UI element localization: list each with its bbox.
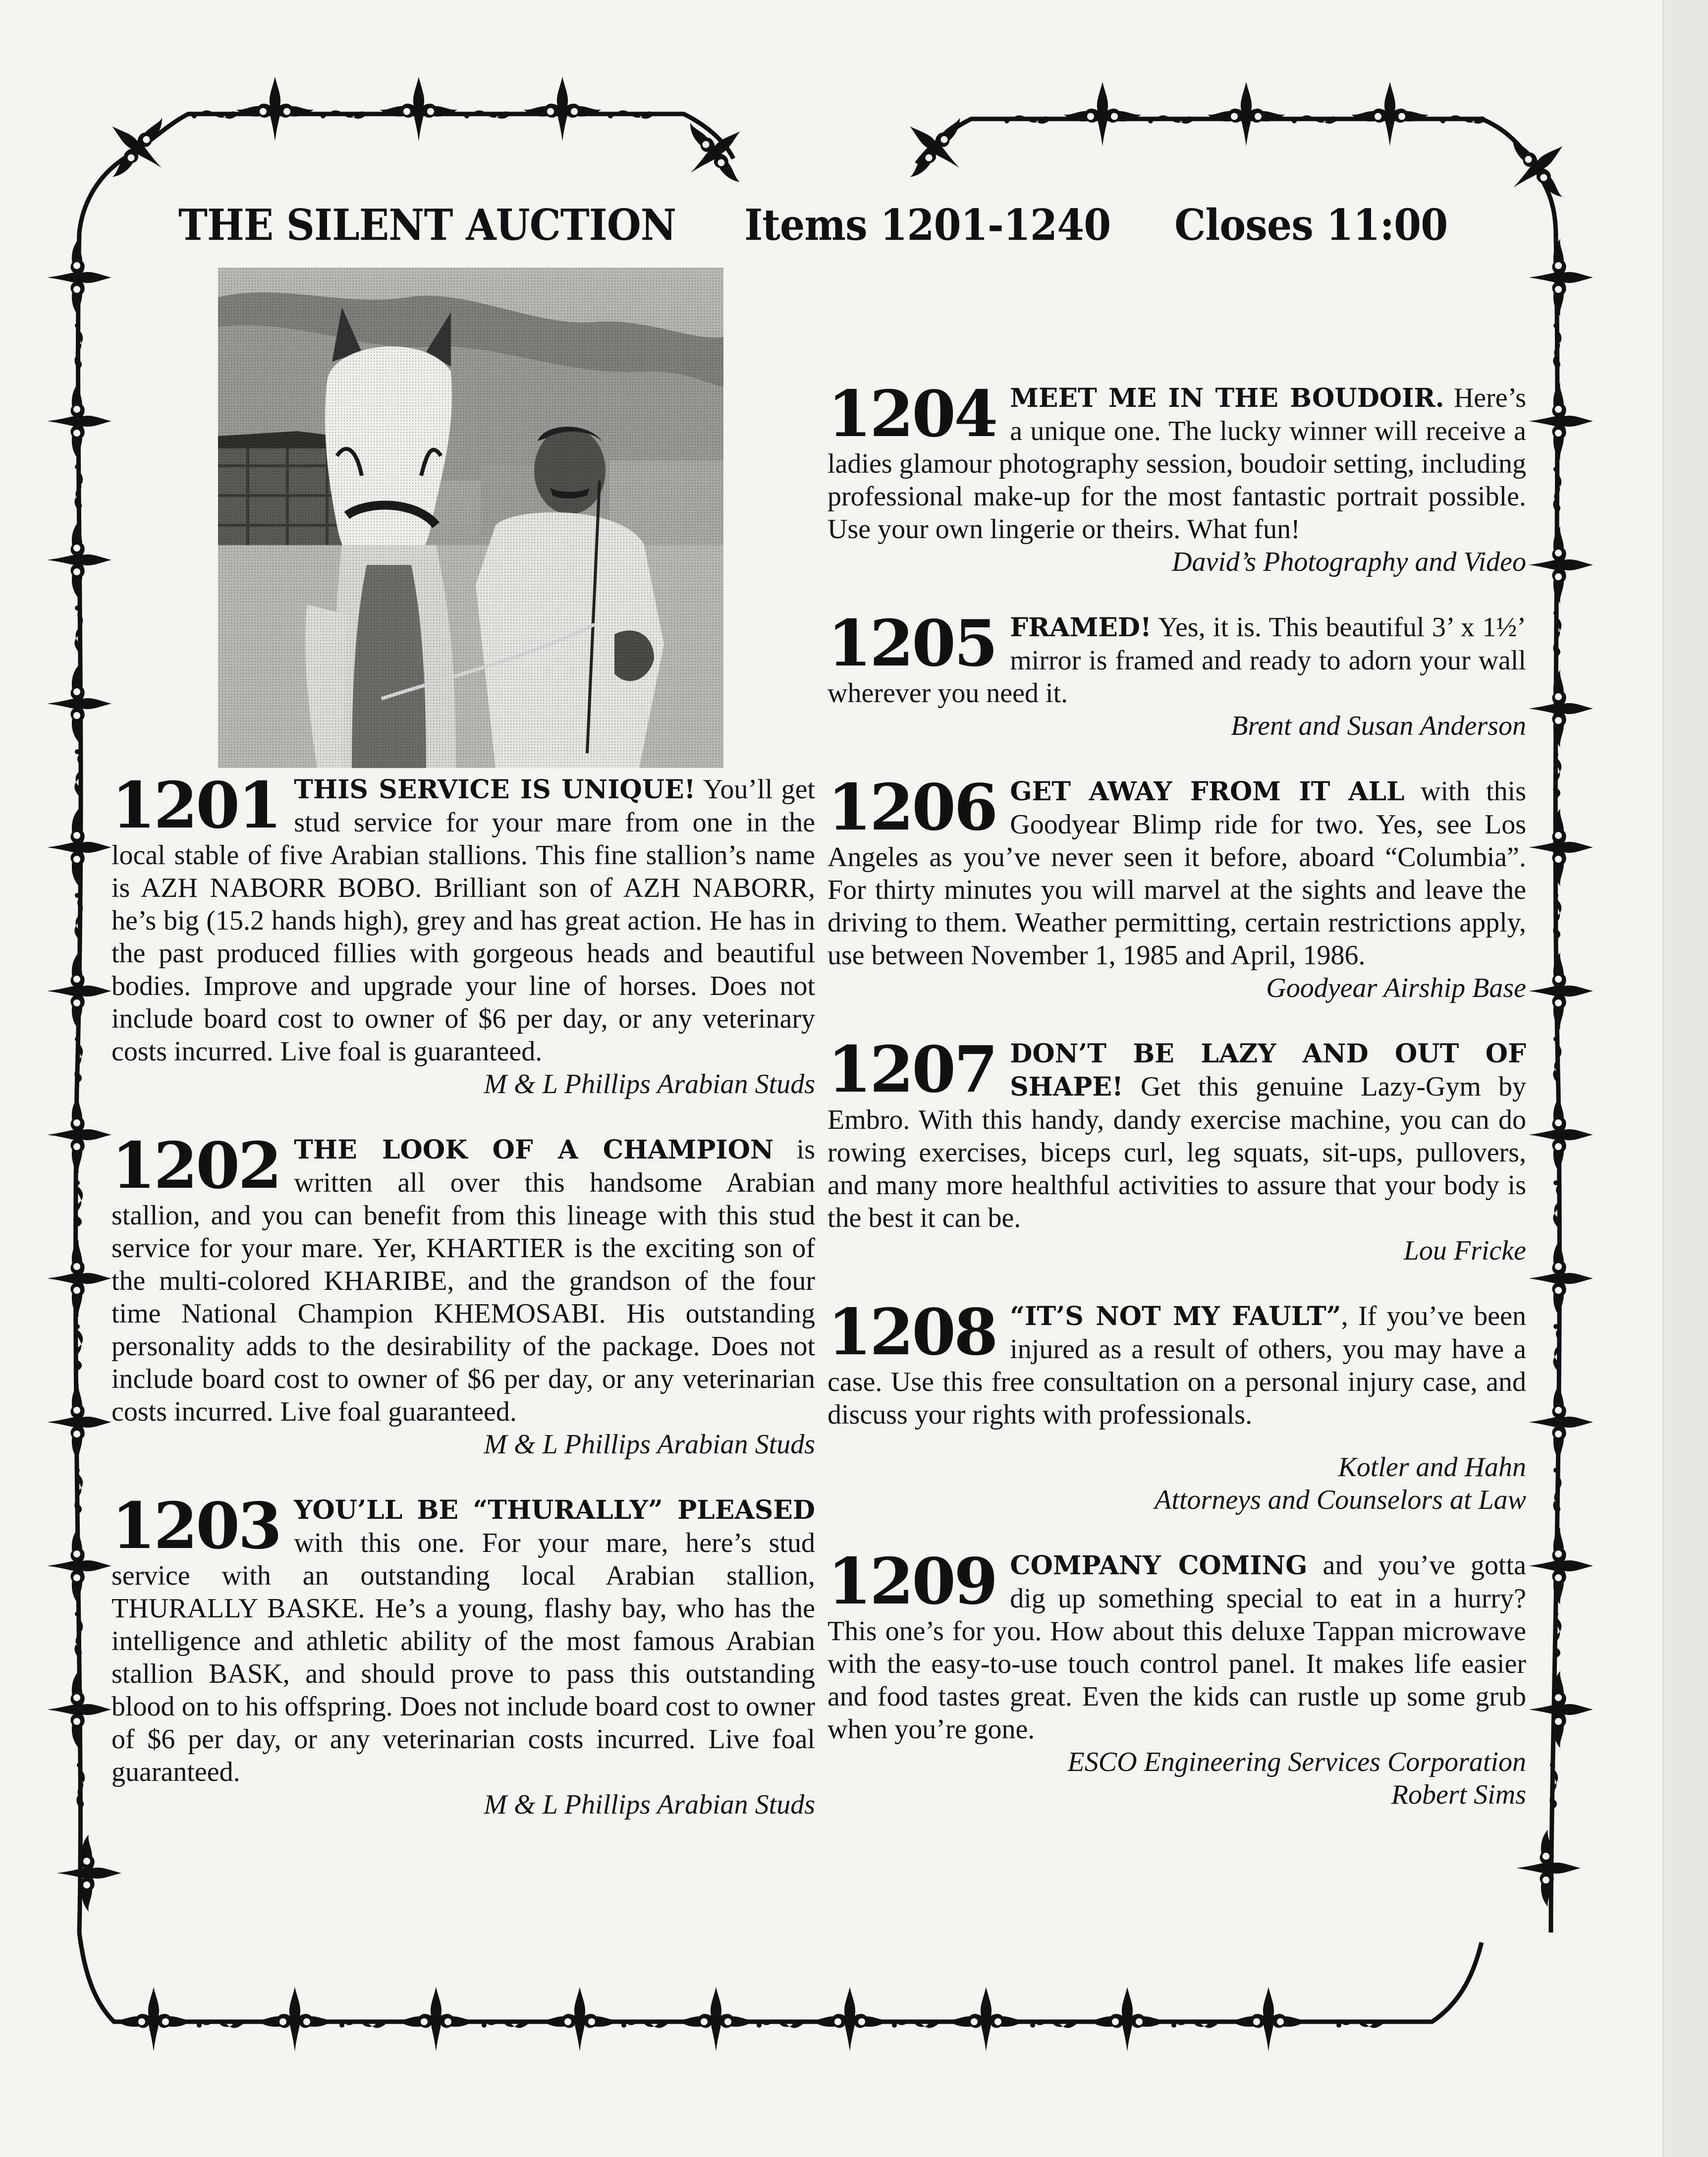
item-description: You’ll get stud service for your mare from one in the local stable of five Arabian stallions. This fine stallion’s name is AZH NABORR BOBO. Brilliant son of AZH NABORR, he’s big (15.2 hands high), grey and has great action. He has in the past produced fillies with gorgeous heads and beautiful bodies. Improve and upgrade your line of horses. Does not include board cost to owner of $6 per day, or any veterinary costs incurred. Live foal is guaranteed. <box>111 774 815 1067</box>
item-number: 1201 <box>111 769 280 843</box>
item-donor-contact: Robert Sims <box>1391 1779 1526 1810</box>
item-number: 1208 <box>827 1295 996 1370</box>
item-headline: THIS SERVICE IS UNIQUE! <box>294 774 696 805</box>
item-donor: David’s Photography and Video <box>1172 547 1526 577</box>
item-number: 1206 <box>827 771 996 845</box>
item-description: Here’s a unique one. The lucky winner will receive a ladies glamour photography session, boudoir setting, including professional make-up for the most fantastic portrait possible. Use your own lingerie or theirs. What fun! <box>827 383 1526 545</box>
item-donor: M & L Phillips Arabian Studs <box>484 1069 815 1100</box>
item-donor: Kotler and Hahn <box>1338 1452 1526 1483</box>
auction-title: THE SILENT AUCTION <box>178 200 676 250</box>
page-header <box>178 191 1448 250</box>
item-headline: FRAMED! <box>1010 612 1152 643</box>
item-number: 1207 <box>827 1033 996 1107</box>
item-number: 1202 <box>111 1129 280 1203</box>
auction-item-1202 <box>111 1129 815 1461</box>
border-left-vine <box>47 233 121 1933</box>
item-headline: GET AWAY FROM IT ALL <box>1010 776 1405 807</box>
item-headline: “IT’S NOT MY FAULT” <box>1010 1301 1341 1331</box>
item-description: Yes, it is. This beautiful 3’ x 1½’ mirror is framed and ready to adorn your wall wherever you need it. <box>827 612 1526 709</box>
item-number: 1205 <box>827 607 996 681</box>
item-donor-title: Attorneys and Counselors at Law <box>1155 1485 1526 1515</box>
closing-time: Closes 11:00 <box>1174 200 1448 250</box>
item-description: and you’ve gotta dig up something special to eat in a hurry? This one’s for you. How about this deluxe Tappan microwave with the easy-to-use touch control panel. It makes life easier and food tastes great. Even the kids can rustle up some grub when you’re gone. <box>827 1550 1526 1745</box>
auction-item-1209 <box>827 1545 1526 1811</box>
item-description: is written all over this handsome Arabian stallion, and you can benefit from this lineage with this stud service for your mare. Yer, KHARTIER is the exciting son of the multi-colored KHARIBE, and the grandson of the four time National Champion KHEMOSABI. His outstanding personality adds to the desirability of the package. Does not include board cost to owner of $6 per day, or any veterinarian costs incurred. Live foal guaranteed. <box>111 1134 815 1427</box>
border-right-vine <box>1516 238 1593 1933</box>
item-headline: THE LOOK OF A CHAMPION <box>294 1135 774 1165</box>
item-donor: M & L Phillips Arabian Studs <box>484 1789 815 1820</box>
item-description: , If you’ve been injured as a result of others, you may have a case. Use this free consultation on a personal injury case, and discuss your rights with professionals. <box>827 1301 1527 1430</box>
item-headline: MEET ME IN THE BOUDOIR. <box>1010 383 1444 413</box>
item-donor: Lou Fricke <box>1403 1235 1526 1266</box>
item-number: 1204 <box>827 377 996 451</box>
auction-item-1208 <box>827 1295 1527 1516</box>
item-headline: DON’T BE LAZY AND OUT OF SHAPE! <box>1010 1039 1526 1102</box>
auction-item-1205 <box>827 607 1526 742</box>
auction-item-1204 <box>827 377 1526 578</box>
item-donor: Goodyear Airship Base <box>1266 973 1526 1003</box>
auction-item-1207 <box>827 1033 1526 1267</box>
auction-item-1201 <box>111 769 815 1101</box>
item-donor: Brent and Susan Anderson <box>1231 711 1526 741</box>
auction-item-1203 <box>111 1489 815 1821</box>
item-description: Get this genuine Lazy-Gym by Embro. With this handy, dandy exercise machine, you can do rowing exercises, biceps curl, leg squats, sit-ups, pullovers, and many more healthful activities to assure that your body is the best it can be. <box>827 1071 1526 1233</box>
item-number: 1209 <box>827 1545 996 1619</box>
item-headline: COMPANY COMING <box>1010 1550 1308 1581</box>
left-column <box>111 769 815 1821</box>
items-range: Items 1201-1240 <box>744 200 1111 250</box>
item-donor: ESCO Engineering Services Corporation <box>1067 1747 1526 1777</box>
item-description: with this Goodyear Blimp ride for two. Yes, see Los Angeles as you’ve never seen it before, aboard “Columbia”. For thirty minutes you will marvel at the sights and leave the driving to them. Weather permitting, certain restrictions apply, use between November 1, 1985 and April, 1986. <box>827 776 1526 971</box>
border-bottom-band <box>79 1933 1482 2051</box>
right-column <box>827 377 1527 1811</box>
item-donor: M & L Phillips Arabian Studs <box>484 1429 815 1460</box>
item-number: 1203 <box>111 1489 280 1563</box>
item-headline: YOU’LL BE “THURALLY” PLEASED <box>294 1495 815 1525</box>
horse-and-handler-photo <box>218 268 723 768</box>
item-description: with this one. For your mare, here’s stud service with an outstanding local Arabian stallion, THURALLY BASKE. He’s a young, flashy bay, who has the intelligence and athletic ability of the most famous Arabian stallion BASK, and should prove to pass this outstanding blood on to his offspring. Does not include board cost to owner of $6 per day, or any veterinarian costs incurred. Live foal guaranteed. <box>111 1528 815 1787</box>
auction-item-1206 <box>827 771 1526 1004</box>
